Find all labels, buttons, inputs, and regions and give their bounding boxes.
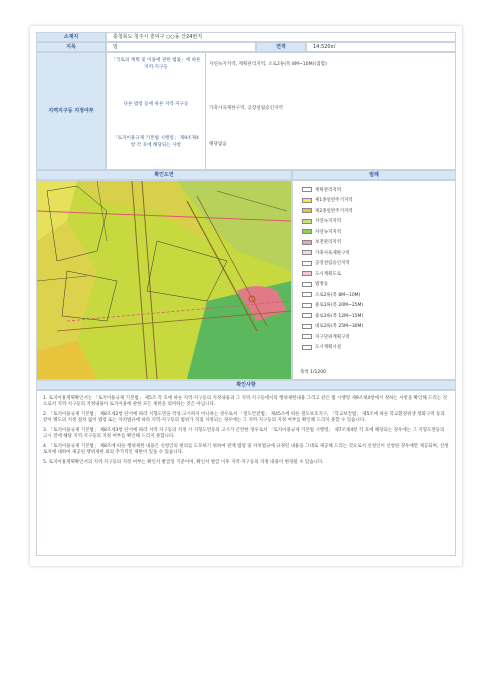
law-category-3: 「토지이용규제 기본법 시행령」 제9조제4항 각 호에 해당되는 사항 — [113, 136, 199, 148]
law-value-1: 자연녹지지역, 계획관리지역, 소로2류(폭 8M~10M)(접함) — [209, 62, 327, 67]
legend-label: 대로3류(폭 25M~30M) — [315, 324, 364, 329]
legend-label: 지구단위계획구역 — [315, 334, 350, 340]
legend-item — [302, 312, 363, 319]
legend-label: 계획관리지역 — [315, 187, 342, 193]
legend-item — [302, 207, 353, 214]
legend-swatch — [302, 240, 312, 245]
land-category-label: 지목 — [36, 42, 106, 52]
legend-swatch — [302, 208, 312, 213]
legend-swatch — [302, 219, 312, 224]
designation-label: 지역지구등 지정여부 — [36, 52, 106, 170]
legend-item — [302, 270, 341, 277]
legend-item — [302, 291, 360, 298]
legend-label: 보전관리지역 — [315, 240, 342, 245]
legend-item — [302, 302, 363, 309]
legend-label: 중로3류(폭 12M~15M) — [315, 313, 364, 319]
legend-item — [302, 239, 341, 246]
location-value: 충청북도 청주시 흥덕구 ○○동 산24번지 — [113, 34, 203, 40]
location-label: 소재지 — [36, 32, 106, 42]
note-2: 2. 「토지이용규제 기본법」 제8조제2항 단서에 따라 지형도면을 작성·고시하지 아니하는 경우로서 「철도안전법」 제45조에 따른 철도보호지구, 「학교보건법」 제5조에 따른 학교환경위생 정화구역 등과 같이 별도의 지정 절차 없이 법령 또는 자치법규에 따라 지역·지구등의 범위가 직접 지정되는 경우에는 그 지역·지구등의 지정 여부를 확인해 드리지 못할 수 있습니다. — [43, 412, 445, 423]
legend-item — [302, 218, 341, 225]
legend-swatch — [302, 271, 312, 276]
document-page — [30, 26, 462, 566]
law-value-2: 가축사육제한구역, 공장설립승인지역 — [209, 106, 283, 111]
law-category-2: 다른 법령 등에 따른 지역·지구등 — [123, 102, 189, 107]
area-cell — [306, 42, 456, 52]
note-5: 5. 토지이용계획확인서의 지역·지구등의 지정 여부는 확인서 발급일 기준이며, 확인서 발급 이후 지역·지구등의 지정 내용이 변경될 수 있습니다. — [43, 460, 324, 465]
legend-item — [302, 249, 350, 256]
legend-title: 범례 — [292, 170, 456, 180]
location-value-cell — [106, 32, 456, 42]
legend-swatch — [302, 303, 312, 308]
legend-swatch — [302, 324, 312, 329]
legend-swatch — [302, 198, 312, 203]
note-3: 3. 「토지이용규제 기본법」 제8조제3항 단서에 따라 지역·지구등의 지정 시 지형도면등의 고시가 곤란한 경우로서 「토지이용규제 기본법 시행령」 제7조제4항 각 호에 해당되는 경우에는 그 지형도면등의 고시 전에 해당 지역·지구등의 지정 여부를 확인해 드리지 못합니다. — [43, 428, 445, 439]
map-frame — [36, 180, 292, 380]
designation-cell — [106, 52, 456, 170]
area-label: 면적 — [256, 42, 306, 52]
legend-label: 가축사육제한구역 — [315, 250, 350, 256]
legend-swatch — [302, 345, 312, 350]
land-category-value: 임 — [113, 44, 118, 50]
legend-swatch — [302, 282, 312, 287]
legend-item — [302, 323, 363, 330]
law-value-3: 해당없음 — [209, 142, 227, 147]
legend-label: 소로2류(폭 8M~10M) — [315, 292, 361, 298]
notes-title: 확인사항 — [36, 380, 456, 390]
note-1: 1. 토지이용계획확인서는 「토지이용규제 기본법」 제5조 각 호에 따른 지역·지구등의 지정내용과 그 지역·지구등에서의 행위제한내용 그리고 같은 법 시행령 제9조제4항에서 정하는 사항을 확인해 드리는 것으로서 지역·지구등의 지정내용이 토지이용에 관한 모든 제한을 의미하는 것은 아닙니다. — [43, 396, 447, 407]
legend-swatch — [302, 250, 312, 255]
legend-item — [302, 333, 350, 340]
legend-swatch — [302, 292, 312, 297]
legend-item — [302, 260, 350, 267]
map-scale: 축척 1/1200 — [300, 370, 326, 375]
legend-item — [302, 281, 328, 288]
legend-label: 도시계획도로 — [315, 271, 342, 277]
area-value: 14,520㎡ — [313, 44, 336, 50]
legend-item — [302, 197, 353, 204]
land-category-cell — [106, 42, 256, 52]
legend-label: 중로1류(폭 20M~25M) — [315, 303, 364, 308]
legend-label: 법정동 — [315, 282, 329, 287]
legend-label: 제2종일반주거지역 — [315, 208, 353, 214]
law-category-1: 「국토의 계획 및 이용에 관한 법률」에 따른 지역·지구등 — [111, 58, 201, 70]
legend-label: 공장설립승인지역 — [315, 261, 350, 266]
legend-swatch — [302, 187, 312, 192]
legend-swatch — [302, 261, 312, 266]
legend-swatch — [302, 313, 312, 318]
legend-label: 자연녹지지역 — [315, 219, 342, 224]
legend-swatch — [302, 334, 312, 339]
legend-label: 도시계획시설 — [315, 345, 342, 350]
notes-body — [36, 390, 456, 556]
note-4: 4. 「토지이용규제 기본법」 제8조에 따른 행위제한 내용은 신청인의 편의를 도모하기 위하여 관계 법령 및 자치법규에 규정된 내용을 그대로 제공해 드리는 것으로서 신청인이 신청한 경우에만 제공되며, 신청 토지에 대하여 제공된 행위제한 외의 추가적인 제한이 있을 수 있습니다. — [43, 444, 449, 455]
map-title: 확인도면 — [36, 170, 292, 180]
legend-item — [302, 344, 341, 351]
legend-label: 자연녹지지역 — [315, 229, 342, 235]
zoning-map — [37, 181, 291, 379]
legend-swatch — [302, 229, 312, 234]
legend-item — [302, 228, 341, 235]
legend-label: 제1종일반주거지역 — [315, 198, 353, 203]
legend-item — [302, 186, 341, 193]
